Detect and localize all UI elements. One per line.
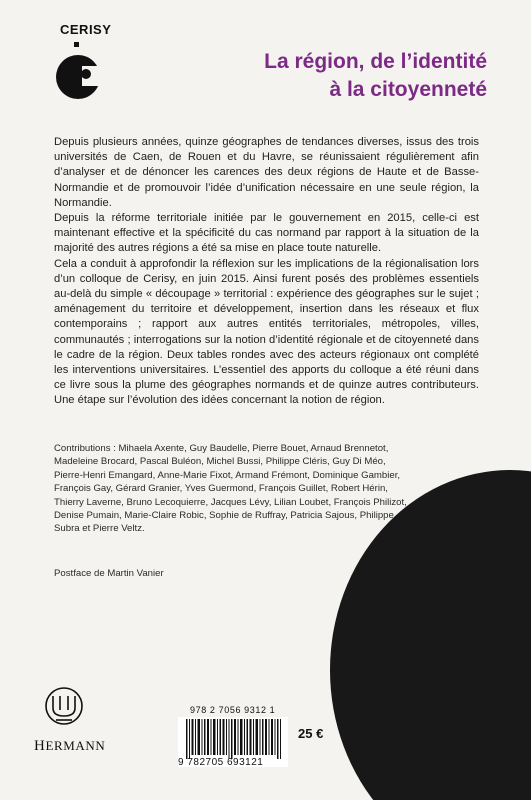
book-title xyxy=(187,48,487,104)
book-title-line-1: La région, de l’identité xyxy=(264,50,487,73)
cerisy-logo-icon xyxy=(56,40,104,102)
barcode-digits: 9 782705 693121 xyxy=(178,757,264,768)
contributors-list: Contributions : Mihaela Axente, Guy Baudelle, Pierre Bouet, Arnaud Brennetot, Madeleine Brocard, Pascal Buléon, Michel Bussi, Philippe Cléris, Guy Di Méo, Pierre-Henri Emangard, Anne-Marie Fixot, Armand Frémont, Dominique Gambier, François Gay, Gérard Granier, Yves Guermond, François Guillet, Robert Hérin, Thierry Laverne, Bruno Lecoquierre, Jacques Lévy, Lilian Loubet, François Philizot, Denise Pumain, Marie-Claire Robic, Sophie de Ruffray, Patricia Sajous, Philippe Subra et Pierre Veltz. xyxy=(54,443,407,535)
publisher-name-rest: ERMANN xyxy=(45,738,106,753)
postface-credit: Postface de Martin Vanier xyxy=(54,568,164,579)
summary-paragraph-2: Depuis la réforme territoriale initiée par le gouvernement en 2015, celle-ci est maintenant effective et la spécificité du cas normand par rapport à la situation de la majorité des autres régions a été sa mise en place toute naturelle. xyxy=(54,212,479,255)
book-title-line-2: à la citoyenneté xyxy=(329,78,487,101)
barcode-icon xyxy=(186,719,282,759)
isbn-text: 978 2 7056 9312 1 xyxy=(190,705,276,715)
price-label: 25 € xyxy=(298,726,324,741)
summary-paragraph-3: Cela a conduit à approfondir la réflexion sur les implications de la régionalisation lors d’un colloque de Cerisy, en juin 2015. Ainsi furent posés des problèmes essentiels au-delà du simple « découpage » territorial : expérience des géographes sur le sujet ; aménagement du territoire et développement, insertion dans les réseaux et flux contemporains ; rapport aux autres entités territoriales, métropoles, villes, communautés ; interrogations sur la notion d’identité régionale et de citoyenneté dans le cadre de la région. Deux tables rondes avec des acteurs régionaux ont complété les interventions universitaires. L’essentiel des apports du colloque a été réuni dans ce livre sous la plume des géographes normands et de quinze autres contributeurs. Une étape sur l’évolution des idées concernant la notion de région. xyxy=(54,257,479,407)
summary-text xyxy=(54,135,479,409)
cerisy-series-label: CERISY xyxy=(60,22,112,37)
summary-paragraph-1: Depuis plusieurs années, quinze géographes de tendances diverses, issus des trois universités de Caen, de Rouen et du Havre, se réunissaient régulièrement afin d’analyser et de dénoncer les carences des deux régions de Haute et de Basse-Normandie et de promouvoir l’idée d’unification nécessaire en une seule région, la Normandie. xyxy=(54,136,479,209)
publisher-name xyxy=(34,738,105,755)
publisher-name-initial: H xyxy=(34,738,46,754)
hermann-logo-icon xyxy=(44,686,84,728)
